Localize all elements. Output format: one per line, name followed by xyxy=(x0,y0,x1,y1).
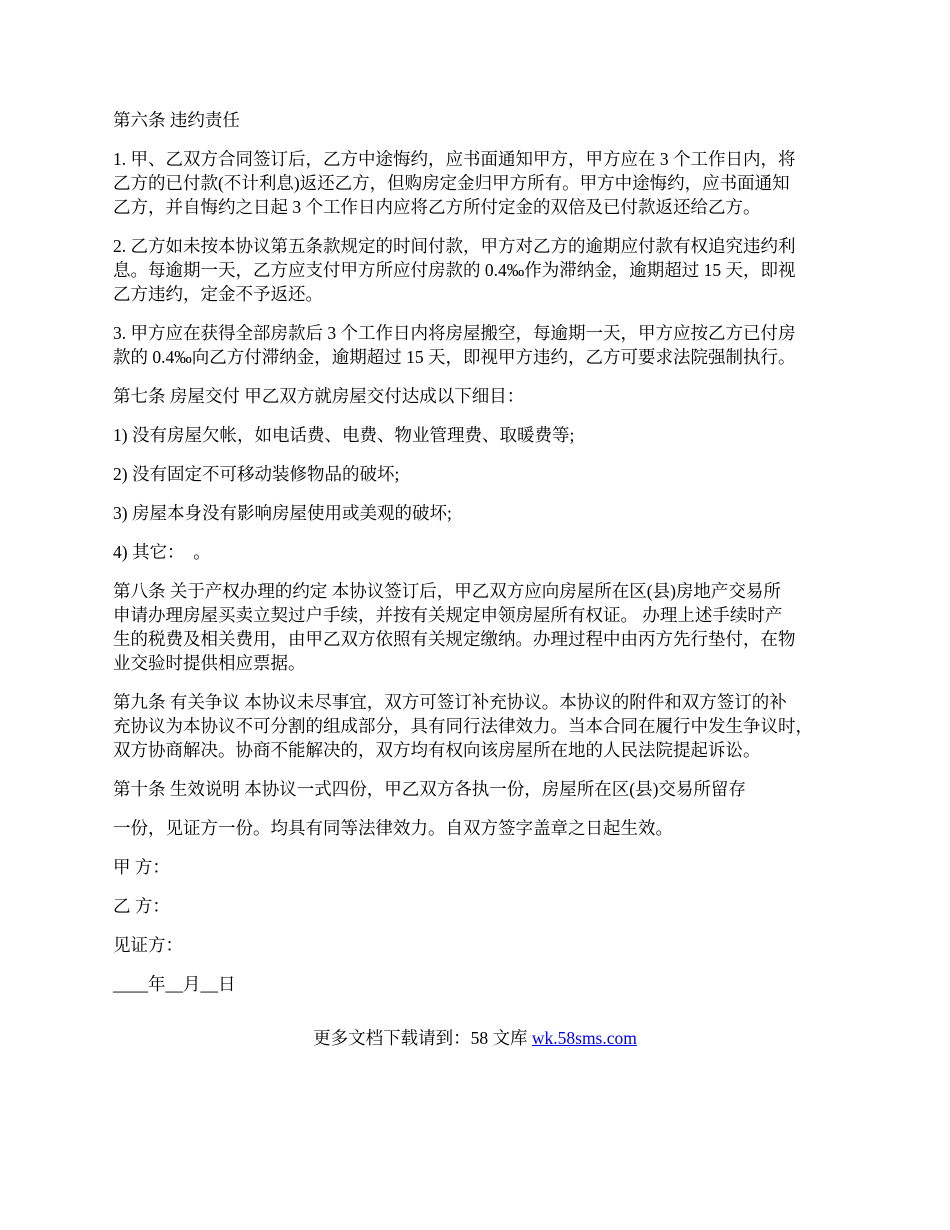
paragraph-line: 2. 乙方如未按本协议第五条款规定的时间付款，甲方对乙方的逾期应付款有权追究违约利 xyxy=(113,236,796,256)
paragraph-line: 1. 甲、乙双方合同签订后，乙方中途悔约，应书面通知甲方，甲方应在 3 个工作日内，将 xyxy=(113,149,796,169)
paragraph-line: 第十条 生效说明 本协议一式四份，甲乙双方各执一份，房屋所在区(县)交易所留存 xyxy=(113,779,746,799)
paragraph xyxy=(113,234,853,306)
paragraph xyxy=(113,972,853,996)
paragraph-line: 第九条 有关争议 本协议未尽事宜，双方可签订补充协议。本协议的附件和双方签订的补 xyxy=(113,692,787,712)
paragraph xyxy=(113,816,853,840)
paragraph xyxy=(113,321,853,369)
paragraph-line: 第八条 关于产权办理的约定 本协议签订后，甲乙双方应向房屋所在区(县)房地产交易所 xyxy=(113,581,781,601)
footer-text: 更多文档下载请到：58 文库 xyxy=(313,1028,532,1048)
paragraph-line: 第六条 违约责任 xyxy=(113,110,240,130)
paragraph-line: 乙方违约，定金不予返还。 xyxy=(113,284,323,304)
paragraph-line: 款的 0.4‰向乙方付滞纳金，逾期超过 15 天，即视甲方违约，乙方可要求法院强制执行。 xyxy=(113,347,796,367)
paragraph-line: 1) 没有房屋欠帐，如电话费、电费、物业管理费、取暖费等; xyxy=(113,425,575,445)
footer-link[interactable]: wk.58sms.com xyxy=(531,1028,637,1048)
paragraph xyxy=(113,384,853,408)
paragraph xyxy=(113,540,853,564)
paragraph xyxy=(113,108,853,132)
paragraph xyxy=(113,462,853,486)
document-body xyxy=(113,108,853,1011)
paragraph xyxy=(113,501,853,525)
paragraph-line: 乙方，并自悔约之日起 3 个工作日内应将乙方所付定金的双倍及已付款返还给乙方。 xyxy=(113,197,761,217)
paragraph xyxy=(113,690,853,762)
paragraph-line: 见证方： xyxy=(113,935,183,955)
paragraph-line: 2) 没有固定不可移动装修物品的破坏; xyxy=(113,464,400,484)
paragraph-line: 息。每逾期一天，乙方应支付甲方所应付房款的 0.4‰作为滞纳金，逾期超过 15 天，即视 xyxy=(113,260,796,280)
paragraph-line: 第七条 房屋交付 甲乙双方就房屋交付达成以下细目： xyxy=(113,386,525,406)
paragraph-line: 3) 房屋本身没有影响房屋使用或美观的破坏; xyxy=(113,503,452,523)
paragraph xyxy=(113,933,853,957)
paragraph xyxy=(113,894,853,918)
paragraph-line: 甲 方： xyxy=(113,857,170,877)
paragraph-line: 双方协商解决。协商不能解决的，双方均有权向该房屋所在地的人民法院提起诉讼。 xyxy=(113,740,761,760)
paragraph xyxy=(113,147,853,219)
paragraph-line: 申请办理房屋买卖立契过户手续，并按有关规定申领房屋所有权证。 办理上述手续时产 xyxy=(113,605,783,625)
paragraph-line: 充协议为本协议不可分割的组成部分，具有同行法律效力。当本合同在履行中发生争议时， xyxy=(113,716,813,736)
paragraph-line: 业交验时提供相应票据。 xyxy=(113,653,306,673)
paragraph-line: ____年__月__日 xyxy=(113,974,236,994)
paragraph-line: 4) 其它： 。 xyxy=(113,542,211,562)
paragraph-line: 乙 方： xyxy=(113,896,170,916)
paragraph xyxy=(113,777,853,801)
paragraph xyxy=(113,579,853,675)
paragraph xyxy=(113,855,853,879)
paragraph-line: 生的税费及相关费用，由甲乙双方依照有关规定缴纳。办理过程中由丙方先行垫付，在物 xyxy=(113,629,796,649)
paragraph-line: 乙方的已付款(不计利息)返还乙方，但购房定金归甲方所有。甲方中途悔约，应书面通知 xyxy=(113,173,790,193)
paragraph-line: 3. 甲方应在获得全部房款后 3 个工作日内将房屋搬空，每逾期一天，甲方应按乙方已付房 xyxy=(113,323,796,343)
paragraph-line: 一份，见证方一份。均具有同等法律效力。自双方签字盖章之日起生效。 xyxy=(113,818,673,838)
footer xyxy=(0,1026,950,1050)
paragraph xyxy=(113,423,853,447)
